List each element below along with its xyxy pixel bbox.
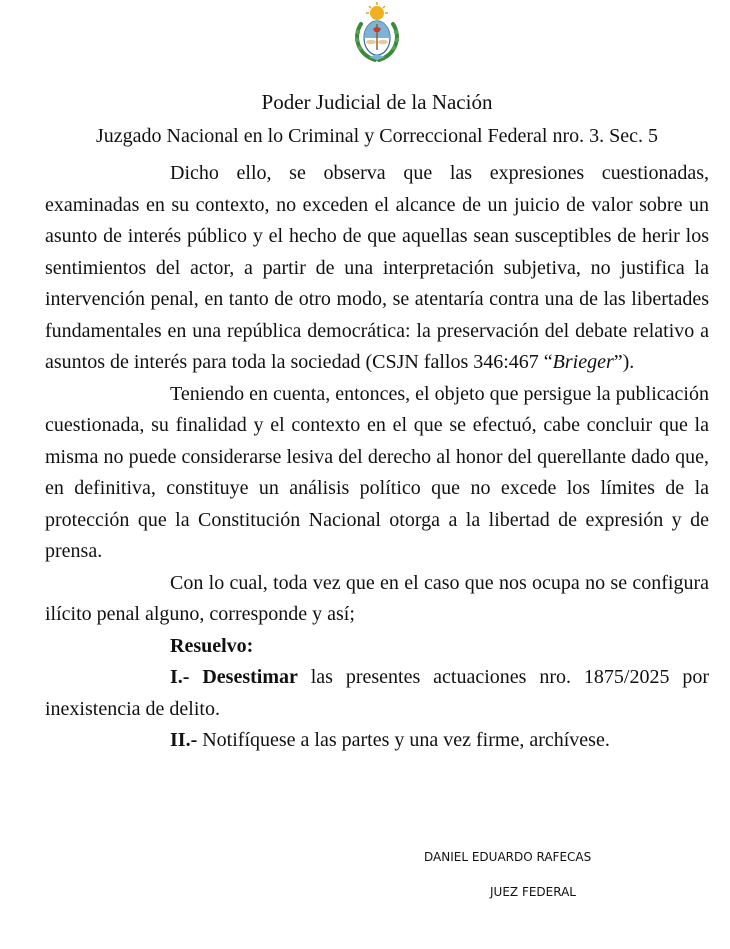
resolution-item-2 bbox=[45, 725, 709, 757]
resolution-item-2-label: II.- bbox=[170, 729, 198, 751]
resolution-item-1 bbox=[45, 662, 709, 725]
resolution-item-1-text: las presentes actuaciones nro. 1875/2025 por inexistencia de delito. bbox=[45, 666, 709, 720]
paragraph-context bbox=[45, 158, 709, 379]
paragraph-context-end: ”). bbox=[613, 351, 635, 373]
resolution-item-2-text: Notifíquese a las partes y una vez firme, archívese. bbox=[197, 729, 610, 751]
header-title: Poder Judicial de la Nación bbox=[261, 90, 493, 114]
signature-name: DANIEL EDUARDO RAFECAS bbox=[424, 850, 592, 864]
resolve-heading-line bbox=[45, 631, 709, 663]
coat-of-arms-icon bbox=[351, 2, 403, 64]
resolution-item-1-label: I.- Desestimar bbox=[170, 666, 298, 688]
court-name: Juzgado Nacional en lo Criminal y Correccional Federal nro. 3. Sec. 5 bbox=[95, 125, 659, 147]
paragraph-context-text: Dicho ello, se observa que las expresiones cuestionadas, examinadas en su contexto, no exceden el alcance de un juicio de valor sobre un asunto de interés público y el hecho de que aquellas sean susceptibles de herir los sentimientos del actor, a partir de una interpretación subjetiva, no justifica la intervención penal, en tanto de otro modo, se atentaría contra una de las libertades fundamentales en una república democrática: la preservación del debate relativo a asuntos de interés para toda la sociedad (CSJN fallos 346:467 “ bbox=[45, 162, 709, 373]
resolution-body bbox=[45, 158, 709, 757]
paragraph-conclusion: Con lo cual, toda vez que en el caso que nos ocupa no se configura ilícito penal alguno, corresponde y así; bbox=[45, 571, 709, 625]
case-citation: Brieger bbox=[552, 351, 614, 373]
resolve-heading: Resuelvo: bbox=[170, 634, 254, 657]
signature-role: JUEZ FEDERAL bbox=[490, 885, 576, 899]
paragraph-analysis: Teniendo en cuenta, entonces, el objeto que persigue la publicación cuestionada, su finalidad y el contexto en el que se efectuó, cabe concluir que la misma no puede considerarse lesiva del derecho al honor del querellante dado que, en definitiva, constituye un análisis político que no excede los límites de la protección que la Constitución Nacional otorga a la libertad de expresión y de prensa. bbox=[45, 382, 709, 562]
